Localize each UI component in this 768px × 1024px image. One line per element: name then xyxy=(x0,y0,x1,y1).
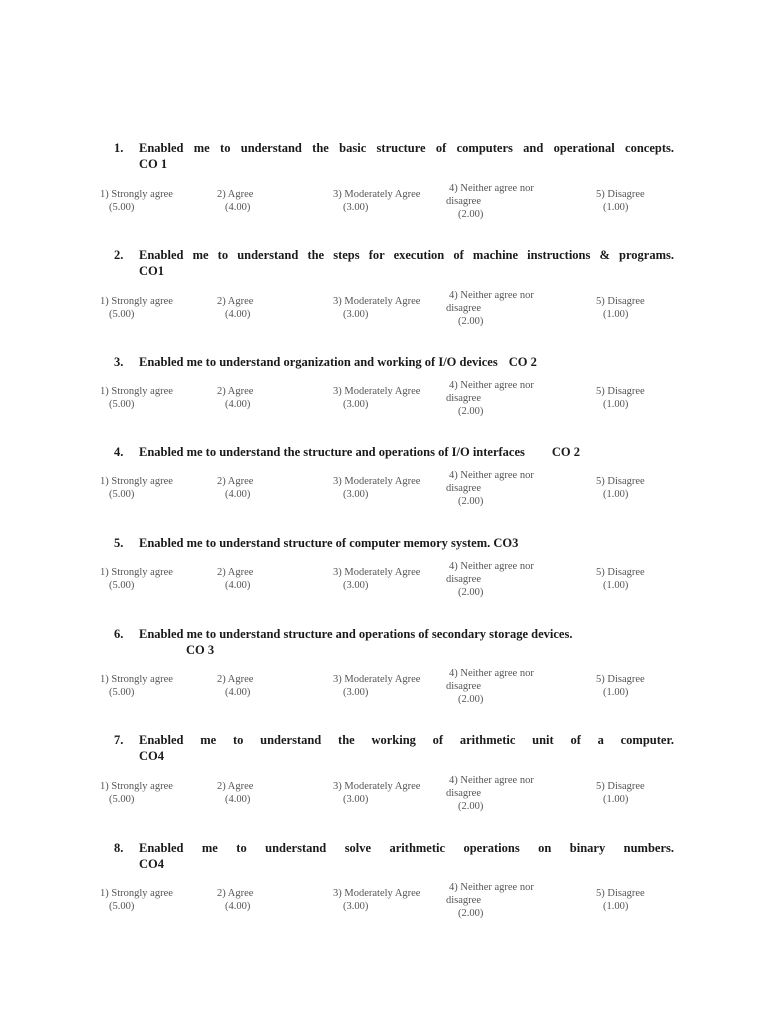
rating-option-label: 4) Neither agree nor xyxy=(449,775,534,786)
rating-option-score: (5.00) xyxy=(109,309,135,320)
rating-option-label: 4) Neither agree nor xyxy=(449,380,534,391)
course-outcome: CO 2 xyxy=(551,445,581,459)
rating-option-label: 5) Disagree xyxy=(596,781,645,792)
rating-option-score: (5.00) xyxy=(109,399,135,410)
rating-option-label: 5) Disagree xyxy=(596,296,645,307)
rating-option-score: (3.00) xyxy=(343,794,369,805)
rating-option-score: (3.00) xyxy=(343,580,369,591)
question-number: 3. xyxy=(114,355,124,369)
rating-option-label: 1) Strongly agree xyxy=(100,189,173,200)
question-number: 7. xyxy=(114,733,124,747)
rating-option-score: (1.00) xyxy=(603,202,629,213)
rating-option-label: 3) Moderately Agree xyxy=(333,296,421,307)
rating-option-score: (2.00) xyxy=(458,694,484,705)
rating-option-label: 3) Moderately Agree xyxy=(333,674,421,685)
rating-option-score: (3.00) xyxy=(343,489,369,500)
rating-option-label: 1) Strongly agree xyxy=(100,888,173,899)
rating-option-label: 5) Disagree xyxy=(596,674,645,685)
rating-option-score: (2.00) xyxy=(458,908,484,919)
rating-option-score: (5.00) xyxy=(109,202,135,213)
rating-option-score: (1.00) xyxy=(603,687,629,698)
rating-option-score: (5.00) xyxy=(109,580,135,591)
rating-option-label: 5) Disagree xyxy=(596,888,645,899)
rating-option-score: (1.00) xyxy=(603,901,629,912)
rating-option-label: 5) Disagree xyxy=(596,189,645,200)
course-outcome: CO4 xyxy=(139,749,164,763)
rating-option-score: (3.00) xyxy=(343,901,369,912)
rating-option-label-cont: disagree xyxy=(446,573,481,585)
rating-option-label-cont: disagree xyxy=(446,894,481,906)
rating-option-label: 2) Agree xyxy=(217,476,254,487)
rating-option-score: (4.00) xyxy=(225,399,251,410)
rating-option-label: 5) Disagree xyxy=(596,476,645,487)
question-number: 1. xyxy=(114,141,124,155)
question-number: 2. xyxy=(114,248,124,262)
rating-option-label: 5) Disagree xyxy=(596,386,645,397)
rating-option-score: (2.00) xyxy=(458,316,484,327)
rating-option-score: (3.00) xyxy=(343,202,369,213)
rating-option-score: (2.00) xyxy=(458,406,484,417)
rating-option-label-cont: disagree xyxy=(446,482,481,494)
rating-option-label-cont: disagree xyxy=(446,787,481,799)
rating-option-label: 4) Neither agree nor xyxy=(449,183,534,194)
rating-option-label: 1) Strongly agree xyxy=(100,476,173,487)
rating-option-score: (1.00) xyxy=(603,309,629,320)
course-outcome: CO4 xyxy=(139,857,164,871)
course-outcome: CO 3 xyxy=(186,643,215,657)
rating-option-score: (4.00) xyxy=(225,687,251,698)
question-number: 6. xyxy=(114,627,124,641)
rating-option-label: 3) Moderately Agree xyxy=(333,781,421,792)
rating-option-score: (5.00) xyxy=(109,901,135,912)
question-statement: Enabled me to understand the basic structure of computers and operational concepts. xyxy=(139,141,674,155)
rating-option-label: 3) Moderately Agree xyxy=(333,386,421,397)
question-text xyxy=(139,840,674,872)
question-text xyxy=(139,444,674,460)
rating-option-label: 2) Agree xyxy=(217,674,254,685)
rating-option-score: (2.00) xyxy=(458,209,484,220)
rating-option-score: (4.00) xyxy=(225,794,251,805)
rating-option-score: (4.00) xyxy=(225,580,251,591)
question-number: 8. xyxy=(114,841,124,855)
rating-option-score: (5.00) xyxy=(109,794,135,805)
rating-option-label: 1) Strongly agree xyxy=(100,296,173,307)
question-text xyxy=(139,247,674,279)
rating-option-label: 4) Neither agree nor xyxy=(449,561,534,572)
question-statement: Enabled me to understand the working of arithmetic unit of a computer. xyxy=(139,733,674,747)
rating-option-score: (4.00) xyxy=(225,489,251,500)
rating-option-score: (2.00) xyxy=(458,587,484,598)
question-number: 5. xyxy=(114,536,124,550)
question-statement: Enabled me to understand organization and working of I/O devices xyxy=(139,355,498,369)
question-statement: Enabled me to understand the steps for execution of machine instructions & programs. xyxy=(139,248,674,262)
rating-option-label: 3) Moderately Agree xyxy=(333,567,421,578)
rating-option-label: 4) Neither agree nor xyxy=(449,290,534,301)
rating-option-score: (4.00) xyxy=(225,202,251,213)
question-statement: Enabled me to understand the structure and operations of I/O interfaces xyxy=(139,445,525,459)
rating-option-label-cont: disagree xyxy=(446,392,481,404)
question-number: 4. xyxy=(114,445,124,459)
rating-option-score: (2.00) xyxy=(458,801,484,812)
question-text xyxy=(139,732,674,764)
rating-option-label: 3) Moderately Agree xyxy=(333,189,421,200)
rating-option-score: (3.00) xyxy=(343,687,369,698)
question-statement: Enabled me to understand structure and operations of secondary storage devices. xyxy=(139,627,573,641)
rating-option-label: 4) Neither agree nor xyxy=(449,882,534,893)
question-text xyxy=(139,140,674,172)
question-text xyxy=(139,535,674,551)
rating-option-label-cont: disagree xyxy=(446,302,481,314)
question-text xyxy=(139,626,674,658)
rating-option-label: 4) Neither agree nor xyxy=(449,668,534,679)
question-text xyxy=(139,354,674,370)
rating-option-label: 3) Moderately Agree xyxy=(333,476,421,487)
rating-option-score: (1.00) xyxy=(603,580,629,591)
rating-option-score: (5.00) xyxy=(109,489,135,500)
rating-option-label: 1) Strongly agree xyxy=(100,386,173,397)
course-outcome: CO 1 xyxy=(139,157,168,171)
course-outcome: CO1 xyxy=(139,264,164,278)
rating-option-label: 2) Agree xyxy=(217,386,254,397)
rating-option-score: (1.00) xyxy=(603,489,629,500)
rating-option-score: (1.00) xyxy=(603,794,629,805)
rating-option-label: 2) Agree xyxy=(217,296,254,307)
rating-option-score: (5.00) xyxy=(109,687,135,698)
rating-option-label: 1) Strongly agree xyxy=(100,674,173,685)
course-outcome: CO 2 xyxy=(508,355,537,369)
rating-option-label-cont: disagree xyxy=(446,680,481,692)
rating-option-label-cont: disagree xyxy=(446,195,481,207)
rating-option-label: 2) Agree xyxy=(217,189,254,200)
rating-option-label: 3) Moderately Agree xyxy=(333,888,421,899)
question-statement: Enabled me to understand solve arithmetic operations on binary numbers. xyxy=(139,841,674,855)
rating-option-label: 2) Agree xyxy=(217,781,254,792)
rating-option-score: (1.00) xyxy=(603,399,629,410)
rating-option-label: 4) Neither agree nor xyxy=(449,470,534,481)
rating-option-label: 2) Agree xyxy=(217,888,254,899)
rating-option-score: (3.00) xyxy=(343,309,369,320)
question-statement: Enabled me to understand structure of computer memory system. xyxy=(139,536,491,550)
rating-option-label: 1) Strongly agree xyxy=(100,781,173,792)
rating-option-label: 5) Disagree xyxy=(596,567,645,578)
rating-option-score: (2.00) xyxy=(458,496,484,507)
rating-option-score: (3.00) xyxy=(343,399,369,410)
rating-option-score: (4.00) xyxy=(225,309,251,320)
rating-option-label: 2) Agree xyxy=(217,567,254,578)
rating-option-score: (4.00) xyxy=(225,901,251,912)
rating-option-label: 1) Strongly agree xyxy=(100,567,173,578)
course-outcome: CO3 xyxy=(493,536,519,550)
